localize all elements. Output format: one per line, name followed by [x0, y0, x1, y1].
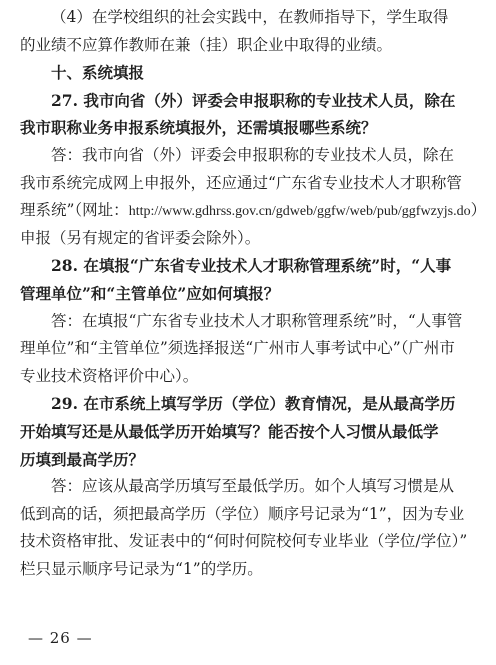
system-url-link[interactable]: http://www.gdhrss.gov.cn/gdweb/ggfw/web/pub/ggfwzyjs.do	[128, 204, 471, 220]
question-27-line: 27. 我市向省（外）评委会申报职称的专业技术人员，除在	[51, 90, 456, 110]
answer-27-line: 答：我市向省（外）评委会申报职称的专业技术人员，除在	[51, 145, 455, 164]
answer-27-url-line	[20, 197, 487, 225]
question-28-line: 管理单位”和“主管单位”应如何填报？	[20, 283, 280, 303]
question-28-line: 28. 在填报“广东省专业技术人才职称管理系统”时，“人事	[51, 256, 452, 276]
document-page	[20, 4, 487, 583]
page-number: — 26 —	[28, 629, 93, 647]
answer-27-line: 我市系统完成网上申报外，还应通过“广东省专业技术人才职称管	[20, 173, 462, 192]
paragraph-line: （4）在学校组织的社会实践中，在教师指导下，学生取得	[51, 8, 449, 26]
answer-29-line: 栏只显示顺序号记录为“1”的学历。	[20, 559, 263, 578]
paragraph-line: 的业绩不应算作教师在兼（挂）职企业中取得的业绩。	[20, 35, 393, 54]
question-29-line: 29. 在市系统上填写学历（学位）教育情况，是从最高学历	[51, 394, 456, 414]
answer-27-line: 申报（另有规定的省评委会除外）。	[20, 228, 261, 247]
question-29-line: 历填到最高学历？	[20, 449, 145, 469]
answer-29-line: 答：应该从最高学历填写至最低学历。如个人填写习惯是从	[51, 477, 455, 496]
question-27-line: 我市职称业务申报系统填报外，还需填报哪些系统？	[20, 118, 377, 138]
url-prefix: 理系统”（网址：	[20, 201, 129, 220]
answer-28-line: 答：在填报“广东省专业技术人才职称管理系统”时，“人事管	[51, 311, 463, 330]
url-suffix: ）	[470, 201, 487, 220]
question-29-line: 开始填写还是从最低学历开始填写？能否按个人习惯从最低学	[20, 421, 439, 441]
answer-28-line: 专业技术资格评价中心）。	[20, 366, 199, 385]
answer-29-line: 技术资格审批、发证表中的“何时何院校何专业毕业（学位/学位）”	[20, 532, 468, 551]
answer-29-line: 低到高的话，须把最高学历（学位）顺序号记录为“1”，因为专业	[20, 504, 465, 523]
section-heading: 十、系统填报	[51, 63, 145, 83]
answer-28-line: 理单位”和“主管单位”须选择报送“广州市人事考试中心”（广州市	[20, 339, 455, 358]
